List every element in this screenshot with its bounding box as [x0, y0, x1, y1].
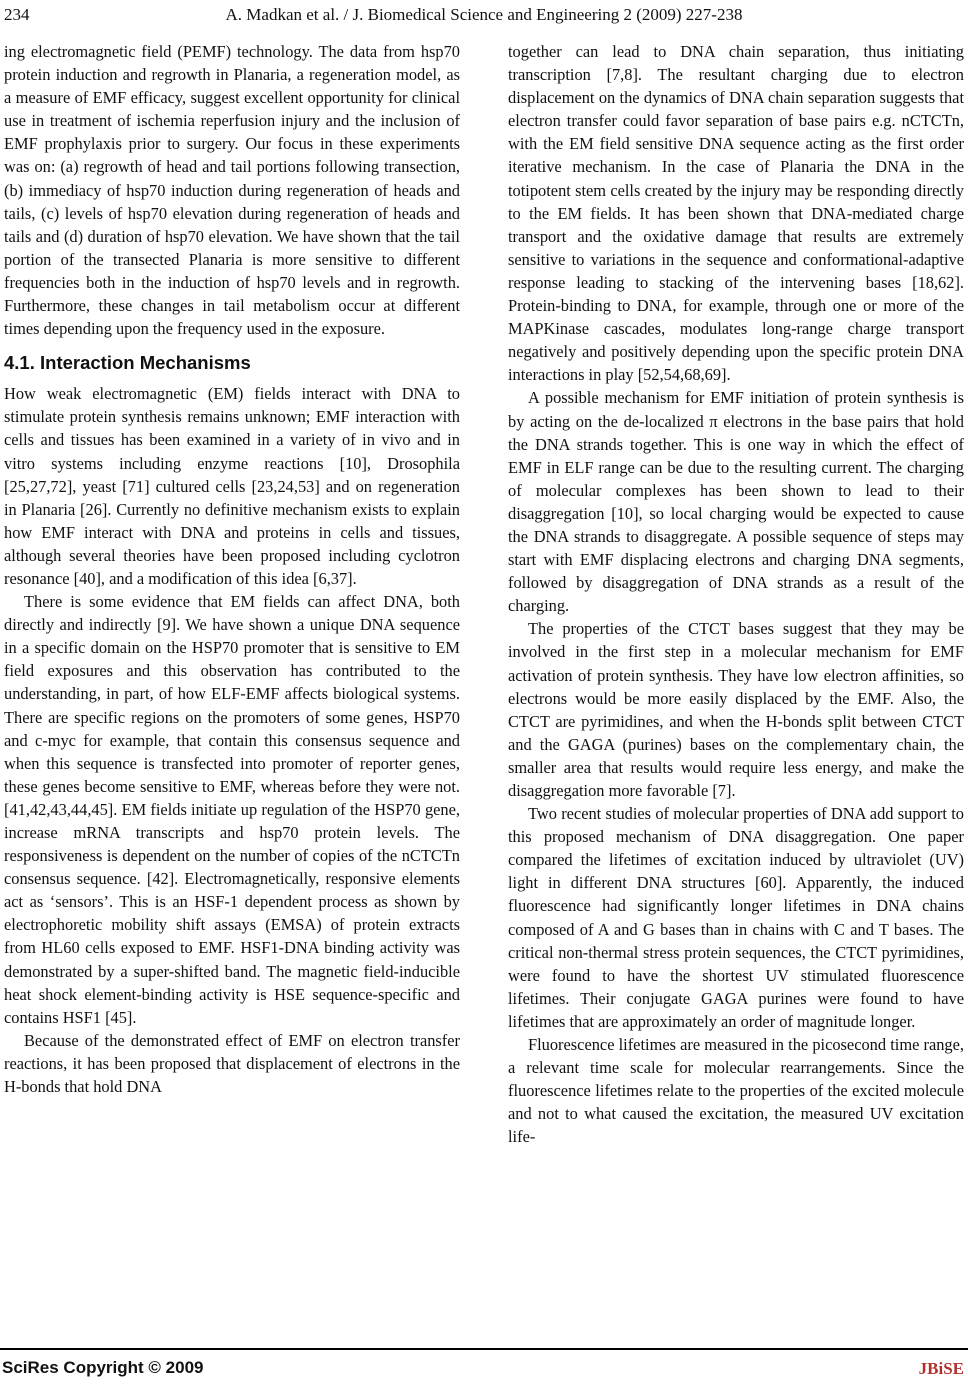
- body-paragraph: together can lead to DNA chain separation, thus initiating transcription [7,8]. The resultant charging due to electron displacement on the dynamics of DNA chain separation suggests that electron transfer could favor separation of base pairs e.g. nCTCTn, with the EM field sensitive DNA sequence acting as the first order iterative mechanism. In the case of Planaria the DNA in the totipotent stem cells created by the injury may be responding directly to the EM fields. It has been shown that DNA-mediated charge transport and the oxidative damage that results are extremely sensitive to variations in the sequence and conformational-adaptive response leading to stacking of the intervening bases [18,62]. Protein-binding to DNA, for example, through one or more of the MAPKinase cascades, modulates long-range charge transport negatively and positively depending upon the specific protein DNA interactions in play [52,54,68,69].: [508, 42, 964, 385]
- body-paragraph: Because of the demonstrated effect of EMF on electron transfer reactions, it has been proposed that displacement of electrons in the H-bonds that hold DNA: [4, 1030, 460, 1097]
- journal-abbreviation: JBiSE: [918, 1359, 964, 1378]
- page-number: 234: [4, 5, 30, 24]
- left-column: [4, 40, 460, 1098]
- page-footer: [0, 1357, 968, 1381]
- running-title: A. Madkan et al. / J. Biomedical Science and Engineering 2 (2009) 227-238: [225, 5, 743, 24]
- section-heading: 4.1. Interaction Mechanisms: [4, 352, 251, 374]
- body-paragraph: Two recent studies of molecular properties of DNA add support to this proposed mechanism of DNA disaggregation. One paper compared the lifetimes of excitation induced by ultraviolet (UV) light in different DNA structures [60]. Apparently, the induced fluorescence had significantly longer lifetimes in DNA chains composed of A and G bases than in chains with C and T bases. The critical non-thermal stress protein sequences, the CTCT pyrimidines, were found to have the shortest UV stimulated fluorescence lifetimes. Their conjugate GAGA purines were found to have lifetimes that are approximately an order of magnitude longer.: [508, 804, 964, 1031]
- footer-divider: [0, 1348, 968, 1350]
- copyright-notice: SciRes Copyright © 2009: [2, 1358, 204, 1377]
- body-paragraph: There is some evidence that EM fields can affect DNA, both directly and indirectly [9]. We have shown a unique DNA sequence in a specific domain on the HSP70 promoter that is sensitive to EM field exposures and this observation has contributed to the understanding, in part, of how ELF-EMF affects biological systems. There are specific regions on the promoters of some genes, HSP70 and c-myc for example, that contain this consensus sequence and when this sequence is transfected into promoter of reporter genes, these genes become sensitive to EMF, whereas before they were not. [41,42,43,44,45]. EM fields initiate up regulation of the HSP70 gene, increase mRNA transcripts and hsp70 protein levels. The responsiveness is dependent on the number of copies of the nCTCTn consensus sequence. [42]. Electromagnetically, responsive elements act as ‘sensors’. This is an HSF-1 dependent process as shown by electrophoretic mobility shift assays (EMSA) of protein extracts from HL60 cells exposed to EMF. HSF1-DNA binding activity was demonstrated by a super-shifted band. The magnetic field-inducible heat shock element-binding activity is HSE sequence-specific and contains HSF1 [45].: [4, 592, 460, 1027]
- body-paragraph: The properties of the CTCT bases suggest that they may be involved in the first step in a molecular mechanism for EMF activation of protein synthesis. They have low electron affinities, so electrons would be more easily displaced by the EMF. Also, the CTCT are pyrimidines, and when the H-bonds split between CTCT and the GAGA (purines) bases on the complementary chain, the smaller area that results would require less energy, and make the disaggregation more favorable [7].: [508, 619, 964, 800]
- body-paragraph: Fluorescence lifetimes are measured in the picosecond time range, a relevant time scale for molecular rearrangements. Since the fluorescence lifetimes relate to the properties of the excited molecule and not to what caused the excitation, the measured UV excitation life-: [508, 1035, 964, 1147]
- body-paragraph: ing electromagnetic field (PEMF) technology. The data from hsp70 protein induction and regrowth in Planaria, a regeneration model, as a measure of EMF efficacy, suggest excellent opportunity for clinical use in treatment of ischemia reperfusion injury and the inclusion of EMF prophylaxis prior to surgery. Our focus in these experiments was on: (a) regrowth of head and tail portions following transection, (b) immediacy of hsp70 induction during regeneration of heads and tails, (c) levels of hsp70 elevation during regeneration of heads and tails and (d) duration of hsp70 elevation. We have shown that the tail portion of the transected Planaria is more sensitive to different frequencies both in the induction of hsp70 levels and in regrowth. Furthermore, these changes in tail metabolism occur at different times depending upon the frequency used in the exposure.: [4, 42, 460, 339]
- running-header: [0, 4, 968, 26]
- right-column: [508, 40, 964, 1149]
- body-paragraph: A possible mechanism for EMF initiation of protein synthesis is by acting on the de-localized π electrons in the base pairs that hold the DNA strands together. This is one way in which the effect of EMF in ELF range can be due to the resulting current. The charging of molecular complexes has been shown to lead to their disaggregation [10], so local charging would be expected to cause the DNA strands to disaggregate. A possible sequence of steps may start with EMF displacing electrons and charging DNA segments, followed by disaggregation of DNA strands as a result of the charging.: [508, 388, 964, 616]
- body-paragraph: How weak electromagnetic (EM) fields interact with DNA to stimulate protein synthesis remains unknown; EMF interaction with cells and tissues has been examined in a variety of in vivo and in vitro systems including enzyme reactions [10], Drosophila [25,27,72], yeast [71] cultured cells [23,24,53] and on regeneration in Planaria [26]. Currently no definitive mechanism exists to explain how EMF interact with DNA and proteins in cells and tissues, although several theories have been proposed including cyclotron resonance [40], and a modification of this idea [6,37].: [4, 384, 460, 588]
